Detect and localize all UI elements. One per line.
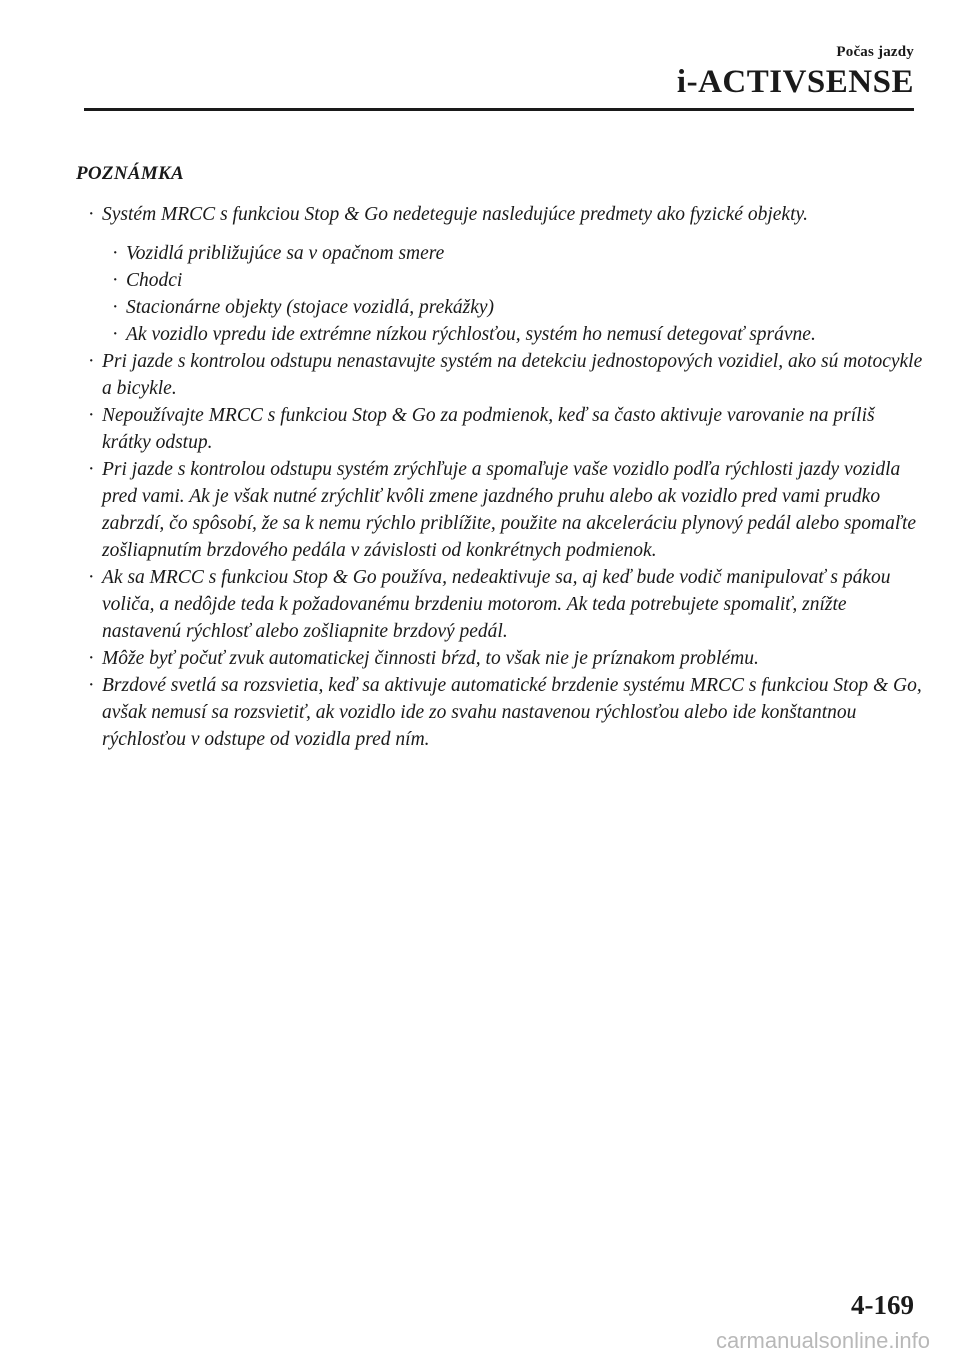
bullet-dot: · xyxy=(88,204,95,225)
list-item-text: Ak sa MRCC s funkciou Stop & Go používa, nedeaktivuje sa, aj keď bude vodič manipulovať s pákou voliča, a nedôjde teda k požadovanému brzdeniu motorom. Ak teda potrebujete spomaliť, znížte nastavenú rýchlosť alebo zošliapnite brzdový pedál. xyxy=(102,567,891,642)
list-item-text: Pri jazde s kontrolou odstupu systém zrýchľuje a spomaľuje vaše vozidlo podľa rýchlosti jazdy vozidla pred vami. Ak je však nutné zrýchliť kvôli zmene jazdného pruhu alebo ak vozidlo pred vami prudko zabrzdí, čo spôsobí, že sa k nemu rýchlo priblížite, použite na akceleráciu plynový pedál alebo spomaľte zošliapnutím brzdového pedála v závislosti od konkrétnych podmienok. xyxy=(102,459,917,561)
note-heading: POZNÁMKA xyxy=(76,163,184,184)
bullet-dot: · xyxy=(88,648,95,669)
bullet-dot: · xyxy=(112,270,119,291)
list-item-text: Nepoužívajte MRCC s funkciou Stop & Go za podmienok, keď sa často aktivuje varovanie na príliš krátky odstup. xyxy=(102,405,875,453)
note-list xyxy=(76,201,926,753)
sub-list xyxy=(100,240,926,348)
bullet-dot: · xyxy=(88,675,95,696)
bullet-dot: · xyxy=(112,243,119,264)
bullet-dot: · xyxy=(112,297,119,318)
bullet-dot: · xyxy=(88,459,95,480)
bullet-dot: · xyxy=(88,351,95,372)
sub-list-item-text: Ak vozidlo vpredu ide extrémne nízkou rýchlosťou, systém ho nemusí detegovať správne. xyxy=(126,324,816,345)
bullet-dot: · xyxy=(112,324,119,345)
list-item-text: Systém MRCC s funkciou Stop & Go nedeteguje nasledujúce predmety ako fyzické objekty. xyxy=(102,204,808,225)
bullet-dot: · xyxy=(88,567,95,588)
list-item xyxy=(76,456,926,564)
list-item xyxy=(76,564,926,645)
list-item-text: Brzdové svetlá sa rozsvietia, keď sa aktivuje automatické brzdenie systému MRCC s funkciou Stop & Go, avšak nemusí sa rozsvietiť, ak vozidlo ide zo svahu nastavenou rýchlosťou alebo ide konštantnou rýchlosťou v odstupe od vozidla pred ním. xyxy=(102,675,922,750)
list-item xyxy=(76,201,926,228)
watermark: carmanualsonline.info xyxy=(715,1328,930,1353)
list-item-text: Pri jazde s kontrolou odstupu nenastavujte systém na detekciu jednostopových vozidiel, ako sú motocykle a bicykle. xyxy=(102,351,923,399)
list-item xyxy=(76,672,926,753)
sub-list-item-text: Stacionárne objekty (stojace vozidlá, prekážky) xyxy=(126,297,495,318)
header-chapter-title: i-ACTIVSENSE xyxy=(676,64,914,100)
list-item xyxy=(76,348,926,402)
bullet-dot: · xyxy=(88,405,95,426)
list-item-text: Môže byť počuť zvuk automatickej činnosti bŕzd, to však nie je príznakom problému. xyxy=(102,648,759,669)
sub-list-item xyxy=(100,321,926,348)
sub-list-item-text: Chodci xyxy=(126,270,183,291)
header-section-title: Počas jazdy xyxy=(836,44,914,60)
sub-list-item xyxy=(100,240,926,267)
sub-list-item-text: Vozidlá približujúce sa v opačnom smere xyxy=(126,243,445,264)
list-item xyxy=(76,645,926,672)
note-content xyxy=(76,160,926,753)
sub-list-item xyxy=(100,267,926,294)
sub-list-item xyxy=(100,294,926,321)
header-rule xyxy=(84,108,914,111)
list-item xyxy=(76,402,926,456)
page-number: 4-169 xyxy=(851,1290,914,1320)
